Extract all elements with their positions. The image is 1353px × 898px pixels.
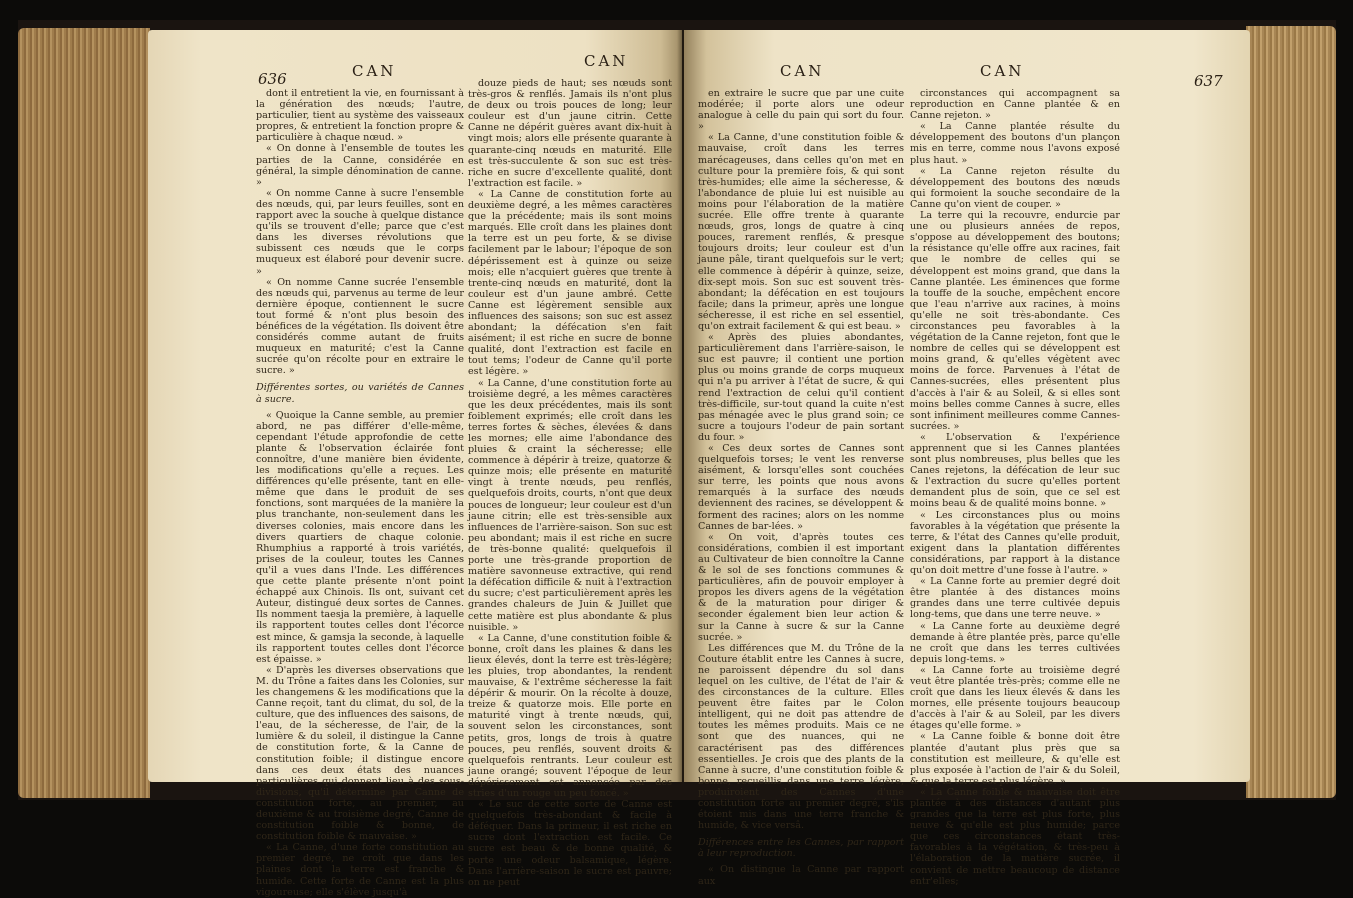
left-page-number: 636 (258, 70, 287, 88)
left-running-head-2: CAN (584, 52, 629, 70)
left-column-2 (468, 78, 672, 888)
left-column-1 (256, 88, 464, 898)
paragraph: « La Canne foible & mauvaise doit être plantée à des distances d'autant plus grandes que la terre est plus forte, plus neuve & qu'elle est plus humide; parce que ces circonstances étant très-favorables à la végétation, & très-peu à l'élaboration de la matière sucrée, il convient de mettre beaucoup de distance entr'elles; (910, 786, 1120, 887)
paragraph: « On donne à l'ensemble de toutes les parties de la Canne, considérée en général, la simple dénomination de canne. » (256, 143, 464, 188)
paragraph: La terre qui la recouvre, endurcie par une ou plusieurs années de repos, s'oppose au développement des boutons; la résistance qu'elle offre aux racines, fait que le nombre de celles qui se développent est moins grand, que dans la Canne plantée. Les éminences que forme la touffe de la souche, empêchent encore que l'eau n'arrive aux racines, à moins qu'elle ne soit très-abondante. Ces circonstances peu favorables à la végétation de la Canne rejeton, font que le nombre de celles qui se développent est moins grand, & qu'elles végètent avec moins de force. Parvenues à l'état de Cannes-sucrées, elles présentent plus d'accès à l'air & au Soleil, & si elles sont moins belles comme Cannes à sucre, elles sont infiniment meilleures comme Cannes-sucrées. » (910, 210, 1120, 432)
paragraph: « On nomme Canne à sucre l'ensemble des nœuds, qui, par leurs feuilles, sont en rapport avec la souche à quelque distance qu'ils se trouvent d'elle; parce que c'est dans les diverses révolutions que subissent ces nœuds que le corps muqueux est élaboré pour devenir sucre. » (256, 187, 464, 277)
left-page-edges (18, 28, 150, 798)
paragraph: Les différences que M. du Trône de la Couture établit entre les Cannes à sucre, ne paroissent dépendre du sol dans lequel on les cultive, de l'état de l'air & des circonstances de la culture. Elles peuvent être faites par le Colon intelligent, qui ne doit pas attendre de toutes les mêmes produits. Mais ce ne sont que des nuances, qui ne caractérisent pas des différences essentielles. Je crois que des plants de la Canne à sucre, d'une constitution foible & bonne, recueillis dans une terre légère, produiroient des Cannes d'une constitution forte au premier degré, s'ils étoient mis dans une terre franche & humide, & vice versâ. (698, 642, 904, 832)
paragraph: « La Canne foible & bonne doit être plantée d'autant plus près que sa constitution est meilleure, & qu'elle est plus exposée à l'action de l'air & du Soleil, & que la terre est plus légère. » (910, 731, 1120, 787)
paragraph: « La Canne, d'une constitution forte au troisième degré, a les mêmes caractères que les deux précédentes, mais ils sont foiblement exprimés; elle croît dans les terres fortes & sèches, élevées & dans les mornes; elle aime l'abondance des pluies & craint la sécheresse; elle commence à dépérir à treize, quatorze & quinze mois; elle présente en maturité vingt à trente nœuds, peu renflés, quelquefois droits, courts, n'ont que deux pouces de longueur; leur couleur est d'un jaune citrin; elle est très-sensible aux influences de l'arrière-saison. Son suc est peu abondant; mais il est riche en sucre de très-bonne qualité: quelquefois il porte une très-grande proportion de matière savonneuse extractive, qui rend la défécation difficile & nuit à l'extraction du sucre; c'est particulièrement après les grandes chaleurs de Juin & Juillet que cette matière est plus abondante & plus nuisible. » (468, 377, 672, 633)
paragraph: « On nomme Canne sucrée l'ensemble des nœuds qui, parvenus au terme de leur dernière époque, contiennent le sucre tout formé & n'ont plus besoin des bénéfices de la végétation. Ils doivent être considérés comme autant de fruits muqueux en maturité; c'est la Canne sucrée qu'on récolte pour en extraire le sucre. » (256, 276, 464, 377)
right-running-head-1: CAN (780, 62, 825, 80)
paragraph: « L'observation & l'expérience apprennent que si les Cannes plantées sont plus nombreuses, plus belles que les Canes rejetons, la défécation de leur suc & l'extraction du sucre qu'elles portent demandent plus de soin, que ce sel est moins beau & de qualité moins bonne. » (910, 431, 1120, 510)
paragraph: en extraire le sucre que par une cuite modérée; il porte alors une odeur analogue à celle du pain qui sort du four. » (698, 88, 904, 133)
paragraph: « Les circonstances plus ou moins favorables à la végétation que présente la terre, & l'état des Cannes qu'elle produit, exigent dans la plantation différentes considérations, par rapport à la distance qu'on doit mettre d'une fosse à l'autre. » (910, 509, 1120, 577)
paragraph: dont il entretient la vie, en fournissant à la génération des nœuds; l'autre, particulier, tient au système des vaisseaux propres, & entretient la fonction propre & particulière à chaque nœud. » (256, 88, 464, 144)
paragraph: « La Canne forte au deuxième degré demande à être plantée près, parce qu'elle ne croît que dans les terres cultivées depuis long-tems. » (910, 620, 1120, 665)
left-running-head-1: CAN (352, 62, 397, 80)
paragraph: « La Canne plantée résulte du développement des boutons d'un plançon mis en terre, comme nous l'avons exposé plus haut. » (910, 121, 1120, 166)
right-column-1 (698, 88, 904, 887)
paragraph: « La Canne, d'une constitution foible & bonne, croît dans les plaines & dans les lieux élevés, dont la terre est très-légère; les pluies, trop abondantes, la rendent mauvaise, & l'extrême sécheresse la fait dépérir & mourir. On la récolte à douze, treize & quatorze mois. Elle porte en maturité vingt à trente nœuds, qui, souvent selon les circonstances, sont petits, gros, longs de trois à quatre pouces, peu renflés, souvent droits & quelquefois rentrants. Leur couleur est jaune orangé; souvent l'époque de leur dépérissement est annoncée par des stries d'un rouge un peu foncé. » (468, 632, 672, 799)
right-column-2 (910, 88, 1120, 887)
paragraph: « On voit, d'après toutes ces considérations, combien il est important au Cultivateur de bien connoître la Canne & le sol de ses fonctions communes & particulières, afin de pouvoir employer à propos les divers agens de la végétation & de la maturation pour diriger & seconder également bien leur action & sur la Canne à sucre & sur la Canne sucrée. » (698, 531, 904, 643)
paragraph: douze pieds de haut; ses nœuds sont très-gros & renflés. Jamais ils n'ont plus de deux ou trois pouces de long; leur couleur est d'un jaune citrin. Cette Canne ne dépérit guères avant dix-huit à vingt mois; alors elle présente quarante à quarante-cinq nœuds en maturité. Elle est très-succulente & son suc est très-riche en sucre d'excellente qualité, dont l'extraction est facile. » (468, 78, 672, 189)
paragraph: « On distingue la Canne par rapport aux (698, 864, 904, 887)
paragraph: « Après des pluies abondantes, particulièrement dans l'arrière-saison, le suc est pauvre; il contient une portion plus ou moins grande de corps muqueux qui n'a pu arriver à l'état de sucre, & qui rend l'extraction de celui qu'il contient très-difficile, sur-tout quand la cuite n'est pas ménagée avec le plus grand soin; ce sucre a toujours l'odeur de pain sortant du four. » (698, 332, 904, 443)
paragraph: Différences entre les Cannes, par rapport à leur reproduction. (698, 837, 904, 860)
paragraph: « La Canne forte au premier degré doit être plantée à des distances moins grandes dans une terre cultivée depuis long-tems, que dans une terre neuve. » (910, 576, 1120, 621)
right-running-head-2: CAN (980, 62, 1025, 80)
paragraph: « La Canne, d'une forte constitution au premier degré, ne croît que dans les plaines dont la terre est franche & humide. Cette forte de Canne est la plus vigoureuse; elle s'élève jusqu'à (256, 842, 464, 898)
right-page-edges (1246, 26, 1336, 798)
paragraph: « Ces deux sortes de Cannes sont quelquefois torses; le vent les renverse aisément, & lorsqu'elles sont couchées sur terre, les points que nous avons remarqués à la surface des nœuds deviennent des racines, se développent & forment des racines; alors on les nomme Cannes de bar-lées. » (698, 443, 904, 532)
paragraph: « La Canne, d'une constitution foible & mauvaise, croît dans les terres marécageuses, dans celles qu'on met en culture pour la première fois, & qui sont très-humides; elle aime la sécheresse, & l'abondance de pluie lui est nuisible au moins pour l'élaboration de la matière sucrée. Elle offre trente à quarante nœuds, gros, longs de quatre à cinq pouces, rarement renflés, & presque toujours droits; leur couleur est d'un jaune pâle, tirant quelquefois sur le vert; elle commence à dépérir à quinze, seize, dix-sept mois. Son suc est souvent très-abondant; la défécation en est toujours facile; dans la primeur, après une longue sécheresse, il est riche en sel essentiel, qu'on extrait facilement & qui est beau. » (698, 132, 904, 332)
paragraph: « La Canne forte au troisième degré veut être plantée très-près; comme elle ne croît que dans les lieux élevés & dans les mornes, elle présente toujours beaucoup d'accès à l'air & au Soleil, par les divers étages qu'elle forme. » (910, 664, 1120, 732)
paragraph: « La Canne rejeton résulte du développement des boutons des nœuds qui formoient la souche secondaire de la Canne qu'on vient de couper. » (910, 165, 1120, 210)
paragraph: circonstances qui accompagnent sa reproduction en Canne plantée & en Canne rejeton. » (910, 88, 1120, 122)
left-page (148, 30, 682, 898)
paragraph: « Le suc de cette sorte de Canne est quelquefois très-abondant & facile à déféquer. Dans la primeur, il est riche en sucre dont l'extraction est facile. Ce sucre est beau & de bonne qualité, & porte une odeur balsamique, légère. Dans l'arrière-saison le sucre est pauvre; on ne peut (468, 799, 672, 888)
paragraph: « Quoique la Canne semble, au premier abord, ne pas différer d'elle-même, cependant l'étude approfondie de cette plante & l'observation éclairée font connoître, d'une manière bien évidente, les modifications qu'elle a reçues. Les différences qu'elle présente, tant en elle-même que dans le produit de ses fonctions, sont marquées de la manière la plus tranchante, non-seulement dans les diverses colonies, mais encore dans les divers quartiers de chaque colonie. Rhumphius a rapporté à trois variétés, prises de la couleur, toutes les Cannes qu'il a vues dans l'Inde. Les différences que cette plante présente n'ont point échappé aux Chinois. Ils ont, suivant cet Auteur, distingué deux sortes de Cannes. Ils nomment taesja la première, à laquelle ils rapportent toutes celles dont l'écorce est mince, & gamsja la seconde, à laquelle ils rapportent toutes celles dont l'écorce est épaisse. » (256, 409, 464, 665)
right-page (684, 30, 1250, 887)
paragraph: « D'après les diverses observations que M. du Trône a faites dans les Colonies, sur les changemens & les modifications que la Canne reçoit, tant du climat, du sol, de la culture, que des influences des saisons, de l'eau, de la sécheresse, de l'air, de la lumière & du soleil, il distingue la Canne de constitution forte, & la Canne de constitution foible; il distingue encore dans ces deux états des nuances particulières qui donnent lieu à des sous-divisions, qu'il détermine par Canne de constitution forte, au premier, au deuxième & au troisième degré, Canne de constitution foible & bonne, de constitution foible & mauvaise. » (256, 664, 464, 843)
paragraph: Différentes sortes, ou variétés de Cannes à sucre. (256, 382, 464, 405)
paragraph: « La Canne de constitution forte au deuxième degré, a les mêmes caractères que la précédente; mais ils sont moins marqués. Elle croît dans les plaines dont la terre est un peu forte, & se divise facilement par le labour; l'époque de son dépérissement est à quinze ou seize mois; elle n'acquiert guères que trente à trente-cinq nœuds en maturité, dont la couleur est d'un jaune ambré. Cette Canne est légèrement sensible aux influences des saisons; son suc est assez abondant; la défécation s'en fait aisément; il est riche en sucre de bonne qualité, dont l'extraction est facile en tout tems; l'odeur de Canne qu'il porte est légère. » (468, 188, 672, 378)
right-page-number: 637 (1194, 72, 1223, 90)
